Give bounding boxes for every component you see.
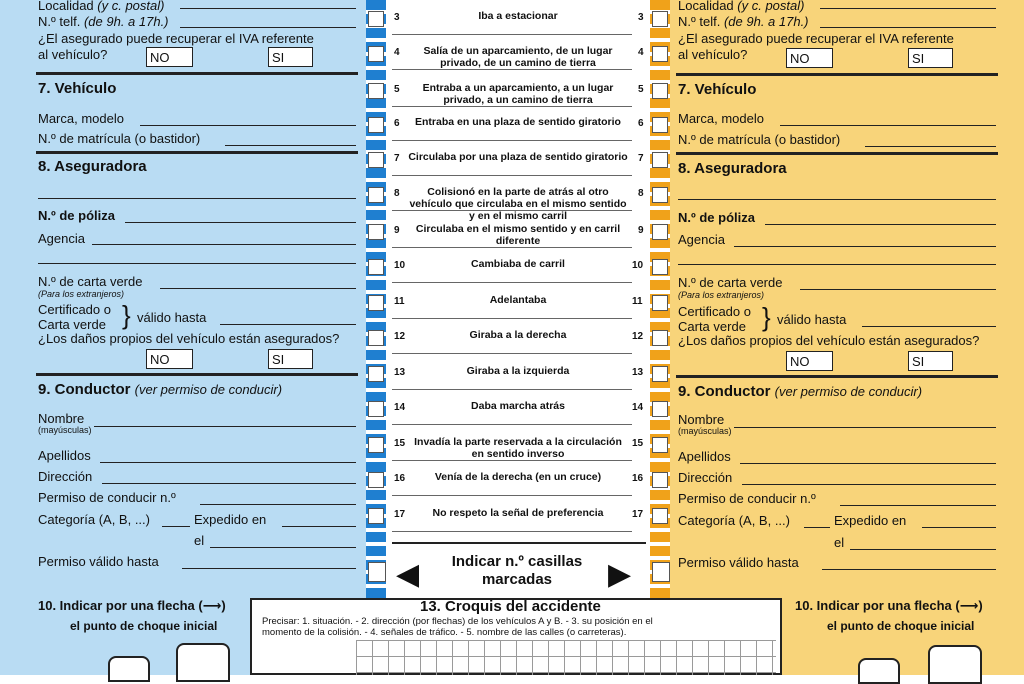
checkbox-b-10[interactable]	[652, 259, 668, 275]
insurer-section-title: 8. Aseguradora	[38, 158, 147, 175]
expedido-line[interactable]	[282, 526, 356, 527]
circumstance-number: 11	[394, 296, 405, 307]
apellidos-line[interactable]	[100, 462, 356, 463]
carta-verde-hint-b: (Para los extranjeros)	[678, 290, 765, 300]
checkbox-b-15[interactable]	[652, 437, 668, 453]
telf-label: N.º telf. (de 9h. a 17h.)	[38, 14, 169, 29]
vehicle-outline-icon[interactable]	[108, 656, 150, 682]
nombre-line[interactable]	[94, 426, 356, 427]
circumstance-text: Cambiaba de carril	[471, 258, 565, 270]
danos-si-checkbox[interactable]: SI	[268, 349, 313, 369]
checkbox-a-5[interactable]	[368, 83, 384, 99]
checkbox-a-4[interactable]	[368, 46, 384, 62]
valido-label: válido hasta	[137, 310, 207, 325]
telf-hint: (de 9h. a 17h.)	[83, 14, 169, 29]
sketch-instructions: Precisar: 1. situación. - 2. dirección (por flechas) de los vehículos A y B. - 3. su posición en el	[262, 616, 653, 627]
telf-label-b: N.º telf. (de 9h. a 17h.)	[678, 14, 809, 29]
circumstance-number: 15	[394, 438, 406, 449]
checkbox-b-11[interactable]	[652, 295, 668, 311]
divider	[36, 373, 358, 376]
row-divider	[392, 531, 632, 532]
telf-line[interactable]	[180, 27, 356, 28]
circumstance-text: Daba marcha atrás	[471, 400, 565, 412]
driver-section-title-b: 9. Conductor (ver permiso de conducir)	[678, 383, 923, 400]
row-divider	[392, 353, 632, 354]
checkbox-a-11[interactable]	[368, 295, 384, 311]
carta-verde2-label-b: Carta verde	[678, 319, 746, 334]
circumstance-number: 11	[632, 296, 643, 307]
localidad-line[interactable]	[180, 8, 356, 9]
circumstance-text: Salía de un aparcamiento, de un lugar privado, de un camino de tierra	[423, 45, 613, 69]
nombre-hint: (mayúsculas)	[38, 425, 92, 435]
circumstance-number: 12	[394, 331, 406, 342]
row-divider	[392, 424, 632, 425]
driver-hint-b: (ver permiso de conducir)	[774, 384, 923, 399]
danos-si-checkbox-b[interactable]: SI	[908, 351, 953, 371]
matricula-line-b[interactable]	[865, 146, 996, 147]
circumstance-text: Giraba a la derecha	[469, 329, 567, 341]
count-box-b[interactable]	[652, 562, 670, 582]
circumstance-number: 6	[638, 118, 644, 129]
checkbox-a-15[interactable]	[368, 437, 384, 453]
checkbox-a-10[interactable]	[368, 259, 384, 275]
certificado-label-b: Certificado o	[678, 304, 751, 319]
categoria-label: Categoría (A, B, ...)	[38, 512, 150, 527]
row-divider	[392, 69, 632, 70]
valido-permiso-line[interactable]	[182, 568, 356, 569]
circumstance-number: 3	[394, 12, 400, 23]
row-divider	[392, 460, 632, 461]
divider	[36, 151, 358, 154]
circumstance-number: 8	[638, 188, 644, 199]
poliza-label-b: N.º de póliza	[678, 210, 755, 225]
marca-label-b: Marca, modelo	[678, 111, 764, 126]
brace: }	[122, 300, 131, 330]
valido-permiso-label: Permiso válido hasta	[38, 554, 159, 569]
checkbox-a-14[interactable]	[368, 401, 384, 417]
permiso-label: Permiso de conducir n.º	[38, 490, 176, 505]
checkbox-b-16[interactable]	[652, 472, 668, 488]
carta-verde-hint: (Para los extranjeros)	[38, 289, 125, 299]
sketch-grid[interactable]	[356, 640, 776, 675]
circumstance-text: Colisionó en la parte de atrás al otro vehículo que circulaba en el mismo sentido y en el mismo carril	[409, 186, 627, 222]
circumstance-text: Entraba a un aparcamiento, a un lugar privado, a un camino de tierra	[422, 82, 614, 106]
iva-si-checkbox-b[interactable]: SI	[908, 48, 953, 68]
valido-line[interactable]	[220, 324, 356, 325]
insurer-name-line-b[interactable]	[678, 199, 996, 200]
valido-permiso-label-b: Permiso válido hasta	[678, 555, 799, 570]
count-box-a[interactable]	[368, 562, 386, 582]
divider	[676, 73, 998, 76]
poliza-line[interactable]	[125, 222, 356, 223]
circumstance-number: 5	[394, 84, 400, 95]
categoria-label-b: Categoría (A, B, ...)	[678, 513, 790, 528]
insurer-name-line[interactable]	[38, 198, 356, 199]
vehicle-outline-icon[interactable]	[858, 658, 900, 684]
matricula-line[interactable]	[225, 145, 356, 146]
checkbox-a-6[interactable]	[368, 117, 384, 133]
circumstance-text: No respeto la señal de preferencia	[432, 507, 604, 519]
direccion-label: Dirección	[38, 469, 93, 484]
el-line-b[interactable]	[850, 549, 996, 550]
checkbox-a-17[interactable]	[368, 508, 384, 524]
circumstance-number: 16	[632, 473, 644, 484]
poliza-label: N.º de póliza	[38, 208, 115, 223]
sketch-instructions-cont: momento de la colisión. - 4. señales de tráfico. - 5. nombre de las calles (o carreteras).	[262, 627, 627, 638]
circumstance-text: Giraba a la izquierda	[466, 365, 570, 377]
iva-si-checkbox[interactable]: SI	[268, 47, 313, 67]
truck-outline-icon[interactable]	[928, 645, 982, 684]
row-divider	[392, 282, 632, 283]
iva-question-cont-b: al vehículo?	[678, 47, 748, 62]
localidad-hint: (y c. postal)	[97, 0, 165, 13]
matricula-label-b: N.º de matrícula (o bastidor)	[678, 132, 841, 147]
arrow-left-icon: ◀	[396, 558, 420, 591]
iva-question-cont: al vehículo?	[38, 47, 108, 62]
valido-line-b[interactable]	[862, 326, 996, 327]
row-divider	[392, 34, 632, 35]
expedido-label-b: Expedido en	[834, 513, 907, 528]
checkbox-b-8[interactable]	[652, 187, 668, 203]
circumstance-text: Entraba en una plaza de sentido giratorio	[415, 116, 621, 128]
marca-label: Marca, modelo	[38, 111, 124, 126]
checkbox-b-5[interactable]	[652, 83, 668, 99]
vehicle-section-title: 7. Vehículo	[38, 80, 117, 97]
marca-line-b[interactable]	[780, 125, 996, 126]
insurer-section-title-b: 8. Aseguradora	[678, 160, 787, 177]
circumstance-number: 9	[638, 225, 644, 236]
checkbox-b-14[interactable]	[652, 401, 668, 417]
circumstance-text: Circulaba por una plaza de sentido giratorio	[408, 151, 628, 163]
checkbox-b-4[interactable]	[652, 46, 668, 62]
divider	[392, 542, 646, 544]
poliza-line-b[interactable]	[765, 224, 996, 225]
row-divider	[392, 247, 632, 248]
checkbox-b-17[interactable]	[652, 508, 668, 524]
impact-subtitle-b: el punto de choque inicial	[827, 619, 975, 633]
arrow-right-icon: ▶	[608, 558, 632, 591]
telf-line-b[interactable]	[820, 27, 996, 28]
circumstance-number: 7	[638, 153, 644, 164]
circumstance-number: 4	[638, 47, 644, 58]
checkbox-b-9[interactable]	[652, 224, 668, 240]
circumstance-number: 10	[394, 260, 406, 271]
circumstance-number: 13	[632, 367, 644, 378]
valido-label-b: válido hasta	[777, 312, 847, 327]
el-label: el	[194, 533, 205, 548]
telf-hint-b: (de 9h. a 17h.)	[723, 14, 809, 29]
checkbox-b-7[interactable]	[652, 152, 668, 168]
divider	[36, 72, 358, 75]
circumstance-number: 15	[632, 438, 644, 449]
row-divider	[392, 140, 632, 141]
row-divider	[392, 106, 632, 107]
circumstance-number: 12	[632, 331, 644, 342]
localidad-line-b[interactable]	[820, 8, 996, 9]
nombre-label-b: Nombre	[678, 412, 725, 427]
matricula-label: N.º de matrícula (o bastidor)	[38, 131, 201, 146]
circumstance-number: 16	[394, 473, 406, 484]
divider	[676, 375, 998, 378]
carta-verde2-label: Carta verde	[38, 317, 106, 332]
iva-no-checkbox-b[interactable]: NO	[786, 48, 833, 68]
circumstance-text: Iba a estacionar	[478, 10, 558, 22]
carta-verde-line-b[interactable]	[800, 289, 996, 290]
circumstance-text: Venía de la derecha (en un cruce)	[434, 471, 602, 483]
circumstance-number: 13	[394, 367, 406, 378]
iva-question-b: ¿El asegurado puede recuperar el IVA referente	[678, 31, 954, 46]
checkbox-b-13[interactable]	[652, 366, 668, 382]
expedido-line-b[interactable]	[922, 527, 996, 528]
localidad-hint-b: (y c. postal)	[737, 0, 805, 13]
expedido-label: Expedido en	[194, 512, 267, 527]
circumstance-number: 8	[394, 188, 400, 199]
categoria-line[interactable]	[162, 526, 190, 527]
circumstance-text: Circulaba en el mismo sentido y en carril diferente	[415, 223, 621, 247]
checkbox-b-6[interactable]	[652, 117, 668, 133]
impact-subtitle-a: el punto de choque inicial	[70, 619, 218, 633]
apellidos-label: Apellidos	[38, 448, 91, 463]
danos-question: ¿Los daños propios del vehículo están asegurados?	[38, 331, 340, 346]
divider	[676, 152, 998, 155]
valido-permiso-line-b[interactable]	[822, 569, 996, 570]
danos-no-checkbox-b[interactable]: NO	[786, 351, 833, 371]
iva-no-checkbox[interactable]: NO	[146, 47, 193, 67]
certificado-label: Certificado o	[38, 302, 111, 317]
direccion-line[interactable]	[102, 483, 356, 484]
circumstance-text: Adelantaba	[489, 294, 547, 306]
danos-question-b: ¿Los daños propios del vehículo están asegurados?	[678, 333, 980, 348]
checkbox-a-7[interactable]	[368, 152, 384, 168]
circumstance-number: 14	[394, 402, 406, 413]
el-label-b: el	[834, 535, 845, 550]
checkbox-b-3[interactable]	[652, 11, 668, 27]
checkbox-a-12[interactable]	[368, 330, 384, 346]
iva-question: ¿El asegurado puede recuperar el IVA referente	[38, 31, 314, 46]
agencia-line-b[interactable]	[734, 246, 996, 247]
agencia-line-2[interactable]	[38, 263, 356, 264]
apellidos-line-b[interactable]	[740, 463, 996, 464]
indicate-label: Indicar n.º casillas marcadas	[451, 553, 583, 588]
carta-verde-line[interactable]	[160, 288, 356, 289]
circumstance-number: 5	[638, 84, 644, 95]
categoria-line-b[interactable]	[804, 527, 830, 528]
agencia-line[interactable]	[92, 244, 356, 245]
circumstance-text: Invadía la parte reservada a la circulación en sentido inverso	[414, 436, 622, 460]
apellidos-label-b: Apellidos	[678, 449, 731, 464]
permiso-line-b[interactable]	[840, 505, 996, 506]
carta-verde-label: N.º de carta verde	[38, 274, 143, 289]
impact-title-b: 10. Indicar por una flecha (⟶)	[795, 598, 983, 613]
row-divider	[392, 175, 632, 176]
brace-b: }	[762, 302, 771, 332]
circumstance-number: 10	[632, 260, 644, 271]
checkbox-a-9[interactable]	[368, 224, 384, 240]
permiso-line[interactable]	[200, 504, 356, 505]
circumstance-number: 3	[638, 12, 644, 23]
circumstance-number: 4	[394, 47, 400, 58]
direccion-line-b[interactable]	[742, 484, 996, 485]
nombre-hint-b: (mayúsculas)	[678, 426, 732, 436]
agencia-line-2-b[interactable]	[678, 264, 996, 265]
driver-hint: (ver permiso de conducir)	[134, 382, 283, 397]
checkbox-a-16[interactable]	[368, 472, 384, 488]
carta-verde-label-b: N.º de carta verde	[678, 275, 783, 290]
marca-line[interactable]	[140, 125, 356, 126]
el-line[interactable]	[210, 547, 356, 548]
circumstance-number: 14	[632, 402, 644, 413]
agencia-label: Agencia	[38, 231, 85, 246]
direccion-label-b: Dirección	[678, 470, 733, 485]
checkbox-a-3[interactable]	[368, 11, 384, 27]
permiso-label-b: Permiso de conducir n.º	[678, 491, 816, 506]
danos-no-checkbox[interactable]: NO	[146, 349, 193, 369]
sketch-title: 13. Croquis del accidente	[420, 598, 601, 615]
checkbox-a-8[interactable]	[368, 187, 384, 203]
impact-title-a: 10. Indicar por una flecha (⟶)	[38, 598, 226, 613]
nombre-label: Nombre	[38, 411, 85, 426]
localidad-label: Localidad (y c. postal)	[38, 0, 165, 13]
circumstance-number: 6	[394, 118, 400, 129]
driver-section-title: 9. Conductor (ver permiso de conducir)	[38, 381, 283, 398]
row-divider	[392, 210, 632, 211]
circumstance-number: 17	[632, 509, 644, 520]
checkbox-a-13[interactable]	[368, 366, 384, 382]
agencia-label-b: Agencia	[678, 232, 725, 247]
circumstance-number: 7	[394, 153, 400, 164]
circumstance-number: 17	[394, 509, 406, 520]
checkbox-b-12[interactable]	[652, 330, 668, 346]
localidad-label-b: Localidad (y c. postal)	[678, 0, 805, 13]
truck-outline-icon[interactable]	[176, 643, 230, 682]
circumstance-number: 9	[394, 225, 400, 236]
row-divider	[392, 318, 632, 319]
vehicle-section-title-b: 7. Vehículo	[678, 81, 757, 98]
row-divider	[392, 495, 632, 496]
nombre-line-b[interactable]	[734, 427, 996, 428]
row-divider	[392, 389, 632, 390]
